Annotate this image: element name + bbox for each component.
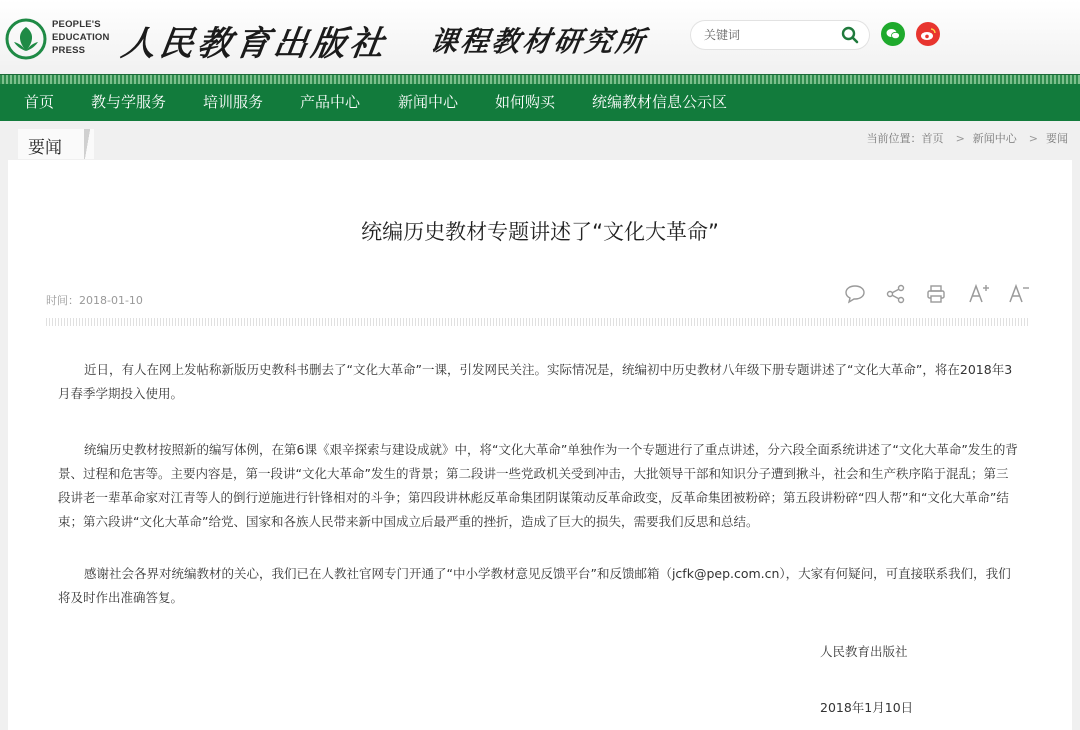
- divider: [46, 318, 1030, 326]
- breadcrumb: [867, 130, 1072, 146]
- search-icon[interactable]: [840, 25, 860, 45]
- article-paragraph: 统编历史教材按照新的编写体例，在第6课《艰辛探索与建设成就》中，将“文化大革命”单独作为一个专题进行了重点讲述，分六段全面系统讲述了“文化大革命”发生的背景、过程和危害等。主要内容是，第一段讲“文化大革命”发生的背景；第二段讲一些党政机关受到冲击，大批领导干部和知识分子遭到揪斗，社会和生产秩序陷于混乱；第三段讲老一辈革命家对江青等人的倒行逆施进行针锋相对的斗争；第四段讲林彪反革命集团阴谋策动反革命政变，反革命集团被粉碎；第五段讲粉碎“四人帮”和“文化大革命”结束；第六段讲“文化大革命”给党、国家和各族人民带来新中国成立后最严重的挫折，造成了巨大的损失，需要我们反思和总结。: [58, 442, 1018, 529]
- share-icon[interactable]: [886, 284, 906, 304]
- nav-item-textbook-info[interactable]: 统编教材信息公示区: [592, 93, 728, 111]
- nav-item-products[interactable]: 产品中心: [300, 93, 361, 111]
- logo-en-line: EDUCATION: [52, 32, 110, 43]
- article-paragraph: 感谢社会各界对统编教材的关心，我们已在人教社官网专门开通了“中小学教材意见反馈平台”和反馈邮箱（jcfk@pep.com.cn），大家有何疑问，可直接联系我们，我们将及时作出准确答复。: [58, 566, 1011, 605]
- signature: 人民教育出版社: [820, 644, 908, 659]
- breadcrumb-home[interactable]: 当前位置：首页: [866, 132, 944, 145]
- decorative-band: [0, 74, 1080, 84]
- publisher-calligraphy: 人民教育出版社: [118, 24, 391, 64]
- nav-item-teaching-services[interactable]: 教与学服务: [91, 93, 167, 111]
- weibo-icon[interactable]: [916, 22, 940, 46]
- font-decrease-icon[interactable]: [1008, 283, 1030, 305]
- signature-date: 2018年1月10日: [820, 700, 914, 715]
- section-tab[interactable]: [18, 129, 94, 159]
- logo-en-line: PEOPLE'S: [52, 19, 101, 30]
- logo-english-text: [52, 18, 110, 57]
- nav-item-news[interactable]: 新闻中心: [398, 93, 459, 111]
- institute-calligraphy: 课程教材研究所: [427, 25, 650, 58]
- search-input[interactable]: [704, 26, 834, 44]
- logo-en-line: PRESS: [52, 45, 86, 56]
- search-box: [690, 20, 870, 50]
- breadcrumb-separator: >: [955, 132, 965, 145]
- article-panel: [8, 160, 1072, 730]
- wechat-icon[interactable]: [881, 22, 905, 46]
- breadcrumb-current[interactable]: 要闻: [1046, 132, 1068, 145]
- site-header: [0, 0, 1080, 74]
- comment-icon[interactable]: [844, 284, 866, 304]
- section-tab-label: 要闻: [28, 138, 62, 158]
- pep-logo-icon[interactable]: [5, 18, 47, 60]
- nav-item-home[interactable]: 首页: [24, 93, 55, 111]
- breadcrumb-news[interactable]: 新闻中心: [972, 132, 1017, 145]
- article-title: 统编历史教材专题讲述了“文化大革命”: [361, 220, 719, 244]
- article-paragraph: 近日，有人在网上发帖称新版历史教科书删去了“文化大革命”一课，引发网民关注。实际情况是，统编初中历史教材八年级下册专题讲述了“文化大革命”，将在2018年3月春季学期投入使用。: [58, 362, 1013, 401]
- nav-item-how-to-buy[interactable]: 如何购买: [495, 93, 556, 111]
- nav-item-training[interactable]: 培训服务: [203, 93, 264, 111]
- tab-edge: [84, 129, 94, 159]
- font-increase-icon[interactable]: [968, 283, 990, 305]
- article-date: 时间：2018-01-10: [46, 294, 143, 307]
- main-nav: [0, 84, 1080, 121]
- breadcrumb-separator: >: [1028, 132, 1038, 145]
- print-icon[interactable]: [926, 284, 946, 304]
